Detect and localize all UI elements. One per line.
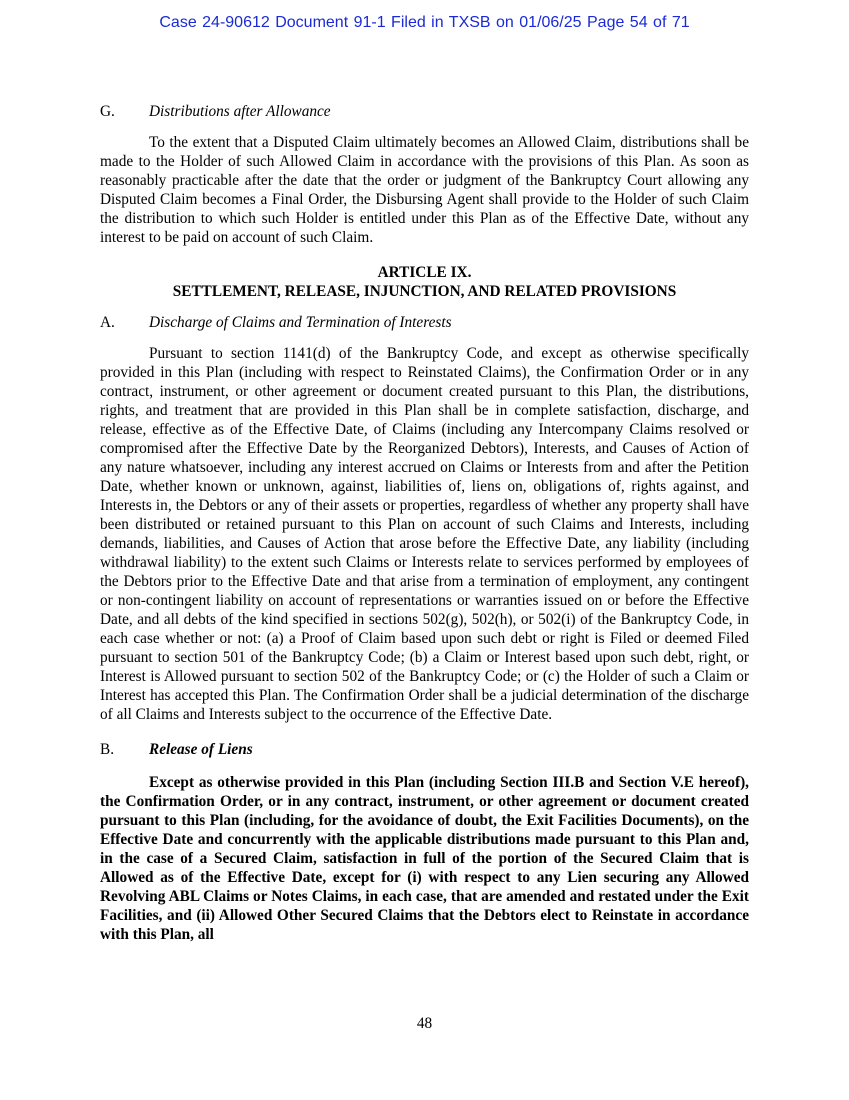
- section-b-heading: [100, 740, 749, 759]
- article-number: ARTICLE IX.: [377, 264, 472, 281]
- section-g-title: Distributions after Allowance: [149, 103, 331, 120]
- section-a-heading: [100, 313, 749, 332]
- article-title: SETTLEMENT, RELEASE, INJUNCTION, AND RELATED PROVISIONS: [172, 283, 677, 300]
- section-g-paragraph: To the extent that a Disputed Claim ultimately becomes an Allowed Claim, distributions shall be made to the Holder of such Allowed Claim in accordance with the provisions of this Plan. As soon as reasonably practicable after the date that the order or judgment of the Bankruptcy Court allowing any Disputed Claim becomes a Final Order, the Disbursing Agent shall provide to the Holder of such Claim the distribution to which such Holder is entitled under this Plan as of the Effective Date, without any interest to be paid on account of such Claim.: [100, 134, 749, 246]
- section-g-heading: [100, 102, 749, 121]
- section-a-paragraph: Pursuant to section 1141(d) of the Bankruptcy Code, and except as otherwise specifically provided in this Plan (including with respect to Reinstated Claims), the Confirmation Order or in any contract, instrument, or other agreement or document created pursuant to this Plan, the distributions, rights, and treatment that are provided in this Plan shall be in complete satisfaction, discharge, and release, effective as of the Effective Date, of Claims (including any Intercompany Claims resolved or compromised after the Effective Date by the Reorganized Debtors), Interests, and Causes of Action of any nature whatsoever, including any interest accrued on Claims or Interests from and after the Petition Date, whether known or unknown, against, liabilities of, liens on, obligations of, rights against, and Interests in, the Debtors or any of their assets or properties, regardless of whether any property shall have been distributed or retained pursuant to this Plan on account of such Claims and Interests, including demands, liabilities, and Causes of Action that arose before the Effective Date, any liability (including withdrawal liability) to the extent such Claims or Interests relate to services performed by employees of the Debtors prior to the Effective Date and that arise from a termination of employment, any contingent or non-contingent liability on account of representations or warranties issued on or before the Effective Date, and all debts of the kind specified in sections 502(g), 502(h), or 502(i) of the Bankruptcy Code, in each case whether or not: (a) a Proof of Claim based upon such debt or right is Filed or deemed Filed pursuant to section 501 of the Bankruptcy Code; (b) a Claim or Interest based upon such debt, right, or Interest is Allowed pursuant to section 502 of the Bankruptcy Code; or (c) the Holder of such a Claim or Interest has accepted this Plan. The Confirmation Order shall be a judicial determination of the discharge of all Claims and Interests subject to the occurrence of the Effective Date.: [100, 345, 749, 723]
- section-b-number: B.: [100, 741, 115, 758]
- section-a-number: A.: [100, 314, 115, 331]
- section-a-title: Discharge of Claims and Termination of Interests: [149, 314, 452, 331]
- court-filing-header: Case 24-90612 Document 91-1 Filed in TXSB on 01/06/25 Page 54 of 71: [159, 14, 690, 31]
- section-b-paragraph: Except as otherwise provided in this Plan (including Section III.B and Section V.E hereof), the Confirmation Order, or in any contract, instrument, or other agreement or document created pursuant to this Plan (including, for the avoidance of doubt, the Exit Facilities Documents), on the Effective Date and concurrently with the applicable distributions made pursuant to this Plan and, in the case of a Secured Claim, satisfaction in full of the portion of the Secured Claim that is Allowed as of the Effective Date, except for (i) with respect to any Lien securing any Allowed Revolving ABL Claims or Notes Claims, in each case, that are amended and restated under the Exit Facilities, and (ii) Allowed Other Secured Claims that the Debtors elect to Reinstate in accordance with this Plan, all: [100, 774, 749, 943]
- page-number: 48: [416, 1015, 433, 1032]
- section-g-number: G.: [100, 103, 115, 120]
- document-body: [100, 102, 749, 944]
- section-b-title: Release of Liens: [149, 741, 253, 758]
